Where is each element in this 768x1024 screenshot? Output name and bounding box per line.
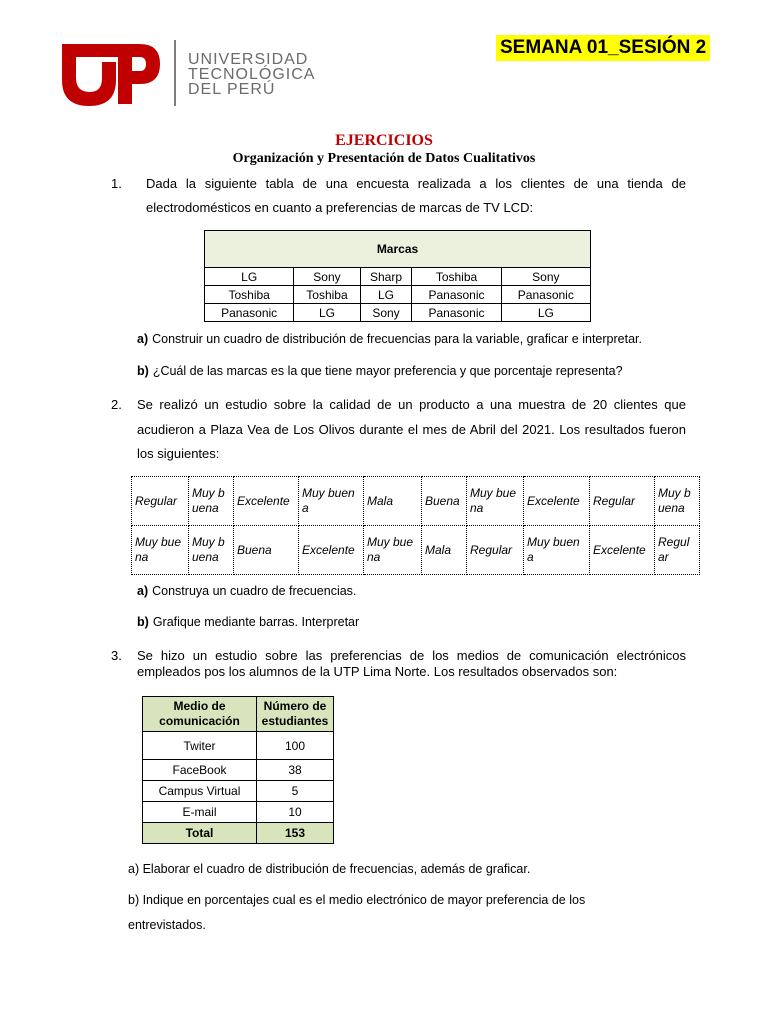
table-row: [132, 526, 700, 575]
table-row: [205, 304, 591, 322]
logo-divider: [174, 40, 176, 106]
table-row: [143, 781, 334, 802]
table-cell: Muy buena: [189, 526, 234, 575]
table-cell: E-mail: [143, 802, 257, 823]
table-cell: Muy buena: [655, 477, 700, 526]
question-text: ¿Cuál de las marcas es la que tiene mayor preferencia y que porcentaje representa?: [152, 364, 623, 378]
quality-table: [131, 476, 700, 575]
table-row: [205, 286, 591, 304]
exercise-3-text-line-1: Se hizo un estudio sobre las preferencias de los medios de comunicación electrónicos: [137, 648, 686, 663]
media-table: [142, 696, 334, 844]
question-label: a): [137, 332, 149, 346]
table-row-total: [143, 823, 334, 844]
media-table-col-students: Número de estudiantes: [257, 697, 334, 732]
table-cell: Mala: [422, 526, 467, 575]
exercise-2-question-a: [137, 584, 356, 598]
table-row: [205, 268, 591, 286]
table-cell: FaceBook: [143, 760, 257, 781]
table-cell: Toshiba: [412, 268, 501, 286]
table-cell: Muy buena: [299, 477, 364, 526]
table-cell: Sony: [501, 268, 590, 286]
table-cell: LG: [294, 304, 360, 322]
table-cell: 10: [257, 802, 334, 823]
exercise-1-question-a: [137, 332, 642, 346]
session-label: SEMANA 01_SESIÓN 2: [496, 35, 710, 61]
table-cell: LG: [205, 268, 294, 286]
table-cell: 5: [257, 781, 334, 802]
table-cell: Panasonic: [412, 286, 501, 304]
question-label: a): [137, 584, 149, 598]
brands-table: [204, 230, 591, 322]
table-cell: Muy buena: [364, 526, 422, 575]
total-value: 153: [257, 823, 334, 844]
brands-table-header: Marcas: [205, 231, 591, 268]
table-cell: Sony: [360, 304, 412, 322]
table-cell: 38: [257, 760, 334, 781]
table-cell: Panasonic: [412, 304, 501, 322]
table-cell: LG: [360, 286, 412, 304]
exercise-3-question-b-line-2: entrevistados.: [128, 918, 206, 932]
media-table-col-medium: Medio de comunicación: [143, 697, 257, 732]
table-cell: Muy buena: [524, 526, 590, 575]
table-row: [143, 802, 334, 823]
table-cell: Sharp: [360, 268, 412, 286]
question-text: Construya un cuadro de frecuencias.: [152, 584, 357, 598]
exercise-3-text-line-2: empleados pos los alumnos de la UTP Lima Norte. Los resultados observados son:: [137, 664, 618, 679]
table-cell: Regular: [132, 477, 189, 526]
total-label: Total: [143, 823, 257, 844]
table-cell: Buena: [422, 477, 467, 526]
table-cell: Excelente: [590, 526, 655, 575]
question-text: Construir un cuadro de distribución de frecuencias para la variable, graficar e interpretar.: [152, 332, 642, 346]
table-cell: Toshiba: [205, 286, 294, 304]
utp-logo: [56, 38, 164, 108]
exercise-1-text-line-2: electrodomésticos en cuanto a preferencias de marcas de TV LCD:: [146, 200, 534, 215]
table-cell: Sony: [294, 268, 360, 286]
exercise-2-question-b: [137, 615, 359, 629]
university-name-line-2: TECNOLÓGICA: [188, 66, 316, 83]
page-subtitle: Organización y Presentación de Datos Cualitativos: [232, 151, 536, 166]
question-text: Grafique mediante barras. Interpretar: [152, 615, 360, 629]
table-cell: Panasonic: [205, 304, 294, 322]
exercise-1-number: 1.: [111, 176, 122, 191]
table-cell: Toshiba: [294, 286, 360, 304]
table-cell: LG: [501, 304, 590, 322]
page-title: EJERCICIOS: [335, 132, 433, 149]
exercise-3-question-a: a) Elaborar el cuadro de distribución de frecuencias, además de graficar.: [128, 862, 531, 876]
exercise-1-question-b: [137, 364, 623, 378]
table-cell: Muy buena: [132, 526, 189, 575]
exercise-2-text-line-2: acudieron a Plaza Vea de Los Olivos durante el mes de Abril del 2021. Los resultados fueron: [137, 422, 686, 437]
table-cell: Panasonic: [501, 286, 590, 304]
exercise-2-number: 2.: [111, 397, 122, 412]
exercise-3-question-b-line-1: b) Indique en porcentajes cual es el medio electrónico de mayor preferencia de los: [128, 893, 586, 907]
table-cell: Regular: [590, 477, 655, 526]
table-cell: Excelente: [524, 477, 590, 526]
university-name-line-1: UNIVERSIDAD: [188, 51, 309, 68]
table-cell: Muy buena: [189, 477, 234, 526]
exercise-2-text-line-1: Se realizó un estudio sobre la calidad de un producto a una muestra de 20 clientes que: [137, 397, 686, 412]
table-row: [132, 477, 700, 526]
question-label: b): [137, 615, 149, 629]
table-cell: Excelente: [234, 477, 299, 526]
table-cell: Campus Virtual: [143, 781, 257, 802]
table-cell: Mala: [364, 477, 422, 526]
table-cell: Regular: [467, 526, 524, 575]
table-cell: Buena: [234, 526, 299, 575]
exercise-2-text-line-3: los siguientes:: [137, 446, 220, 461]
exercise-3-number: 3.: [111, 648, 122, 663]
table-cell: Excelente: [299, 526, 364, 575]
table-cell: Twiter: [143, 732, 257, 760]
table-row: [143, 732, 334, 760]
exercise-1-text-line-1: Dada la siguiente tabla de una encuesta realizada a los clientes de una tienda de: [146, 176, 686, 191]
table-cell: Regular: [655, 526, 700, 575]
question-label: b): [137, 364, 149, 378]
table-cell: Muy buena: [467, 477, 524, 526]
table-row: [143, 760, 334, 781]
table-cell: 100: [257, 732, 334, 760]
university-name-line-3: DEL PERÚ: [188, 81, 276, 98]
